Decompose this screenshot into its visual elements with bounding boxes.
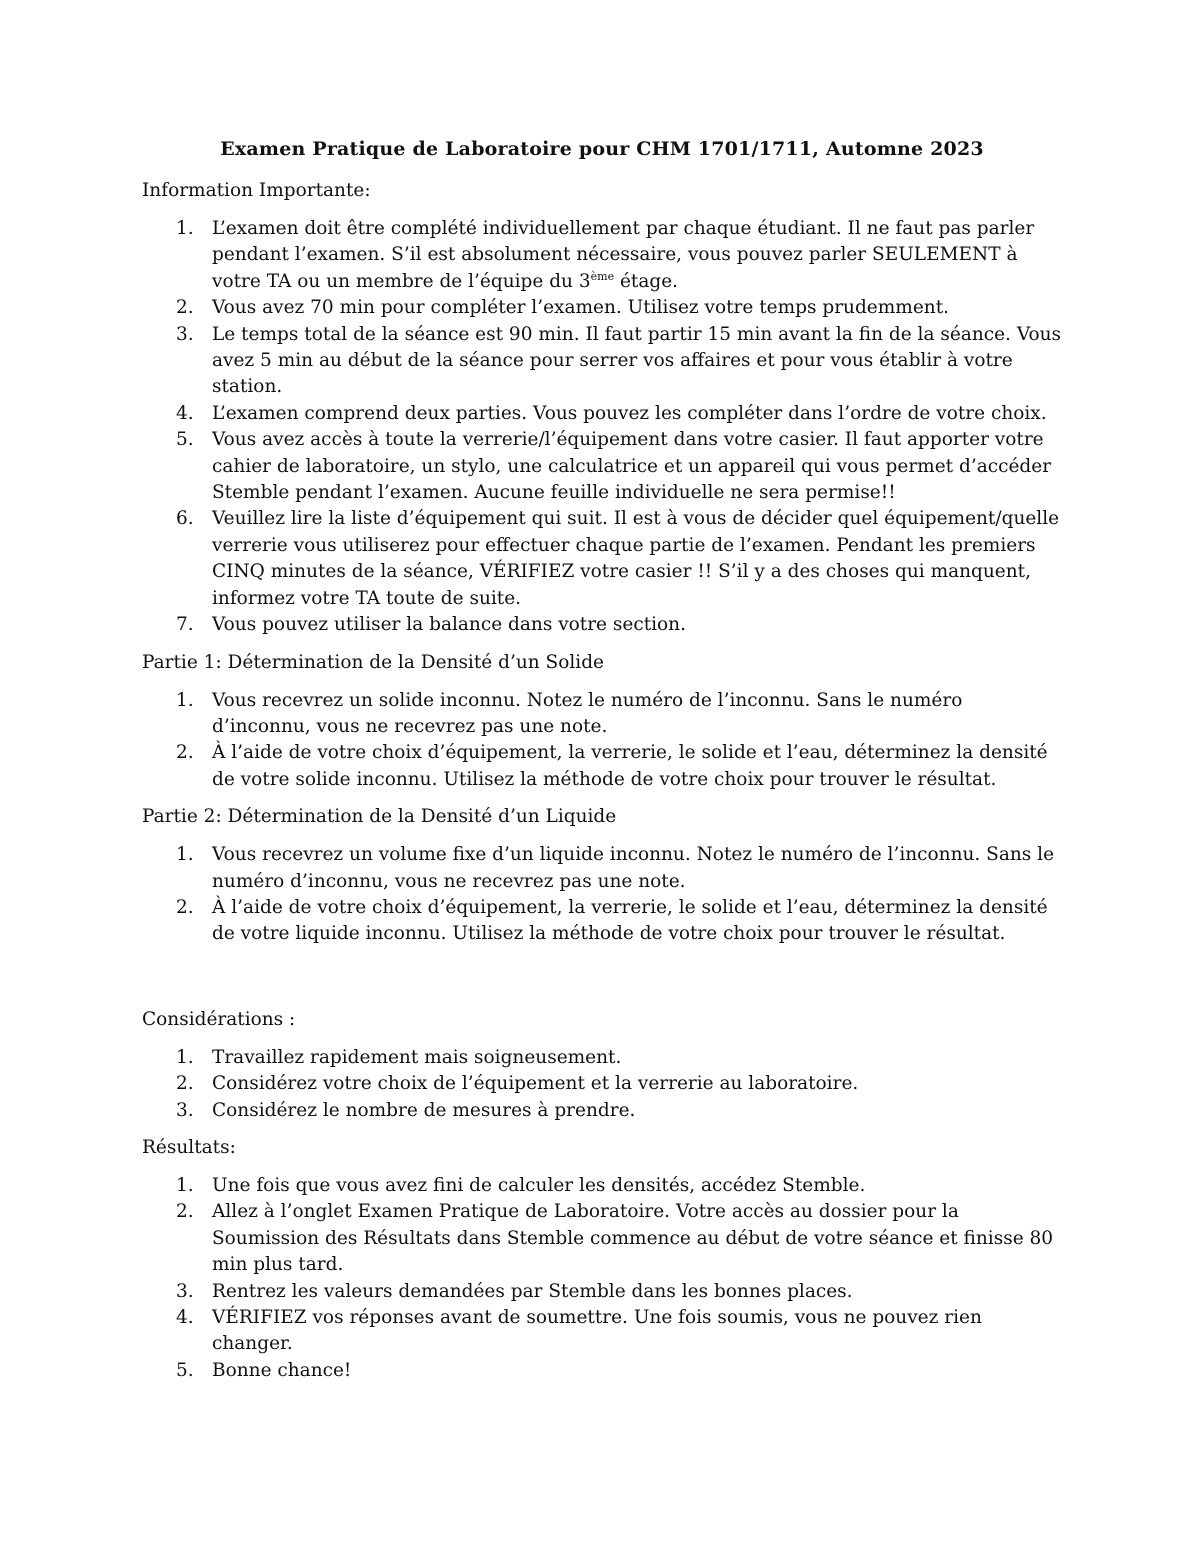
item-text: Vous avez accès à toute la verrerie/l’équipement dans votre casier. Il faut apporter votre cahier de laboratoire, un stylo, une calculatrice et un appareil qui vous permet d’accéder Stemble pendant l’examen. Aucune feuille individuelle ne sera permise!! [212,429,1052,504]
list-item [176,1279,1062,1305]
part2-heading: Partie 2: Détermination de la Densité d’un Liquide [142,806,617,828]
item-text: L’examen comprend deux parties. Vous pouvez les compléter dans l’ordre de votre choix. [212,402,1047,424]
item-text: Considérez le nombre de mesures à prendre. [212,1099,636,1121]
item-text: Travaillez rapidement mais soigneusement. [212,1046,622,1068]
superscript: ème [590,269,615,283]
list-item [176,688,1062,741]
list-item [176,1045,1062,1071]
list-item [176,1358,1062,1384]
list-item [176,740,1062,793]
item-number: 4. [176,1307,194,1328]
part2-list [142,842,1062,948]
item-text: Le temps total de la séance est 90 min. Il faut partir 15 min avant la fin de la séance. Vous avez 5 min au début de la séance pour serrer vos affaires et pour vous établir à votre station. [212,323,1062,398]
item-number: 7. [176,614,194,636]
item-number: 1. [176,689,194,711]
item-number: 2. [176,297,194,319]
item-text: Veuillez lire la liste d’équipement qui suit. Il est à vous de décider quel équipement/quelle verrerie vous utiliserez pour effectuer chaque partie de l’examen. Pendant les premiers CINQ minutes de la séance, VÉRIFIEZ votre casier !! S’il y a des choses qui manquent, informez votre TA toute de suite. [212,508,1060,609]
part1-heading: Partie 1: Détermination de la Densité d’un Solide [142,651,604,673]
list-item [176,1098,1062,1124]
part1-list [142,688,1062,794]
list-item [176,401,1062,427]
list-item [176,427,1062,506]
item-text: Une fois que vous avez fini de calculer les densités, accédez Stemble. [212,1174,866,1196]
info-heading: Information Importante: [142,180,371,201]
item-number: 2. [176,896,194,918]
list-item [176,216,1062,295]
item-number: 2. [176,1201,194,1223]
item-text: Allez à l’onglet Examen Pratique de Laboratoire. Votre accès au dossier pour la Soumission des Résultats dans Stemble commence au début de votre séance et finisse 80 min plus tard. [212,1201,1054,1276]
item-text: À l’aide de votre choix d’équipement, la verrerie, le solide et l’eau, déterminez la densité de votre solide inconnu. Utilisez la méthode de votre choix pour trouver le résultat. [212,742,1048,790]
item-text: VÉRIFIEZ vos réponses avant de soumettre. Une fois soumis, vous ne pouvez rien changer. [212,1307,982,1355]
info-list [142,216,1062,639]
item-text: L’examen doit être complété individuellement par chaque étudiant. Il ne faut pas parler pendant l’examen. S’il est absolument nécessaire, vous pouvez parler SEULEMENT à votre TA ou un membre de l’équipe du 3 [212,218,1035,292]
item-text: Vous recevrez un volume fixe d’un liquide inconnu. Notez le numéro de l’inconnu. Sans le numéro d’inconnu, vous ne recevrez pas une note. [212,844,1055,892]
item-number: 1. [176,218,194,239]
blank-line [142,961,1062,1009]
considerations-list [142,1045,1062,1124]
item-number: 2. [176,742,194,764]
list-item [176,1199,1062,1278]
document-title: Examen Pratique de Laboratoire pour CHM 1701/1711, Automne 2023 [220,138,984,160]
list-item [176,295,1062,321]
list-item [176,506,1062,612]
list-item [176,1173,1062,1199]
item-number: 3. [176,1280,194,1302]
results-list [142,1173,1062,1384]
item-number: 1. [176,1174,194,1196]
list-item [176,842,1062,895]
item-text: Vous avez 70 min pour compléter l’examen. Utilisez votre temps prudemment. [212,297,950,319]
item-text: Considérez votre choix de l’équipement et la verrerie au laboratoire. [212,1073,859,1095]
item-number: 4. [176,402,194,424]
results-heading: Résultats: [142,1136,236,1158]
item-number: 2. [176,1073,194,1095]
item-number: 1. [176,1046,194,1068]
item-text: Rentrez les valeurs demandées par Stemble dans les bonnes places. [212,1280,853,1302]
item-number: 5. [176,429,194,451]
list-item [176,1071,1062,1097]
item-number: 5. [176,1359,194,1381]
item-number: 1. [176,844,194,866]
list-item [176,1305,1062,1358]
list-item [176,612,1062,638]
item-text: étage. [614,270,679,292]
item-number: 3. [176,323,194,345]
item-text: Vous recevrez un solide inconnu. Notez le numéro de l’inconnu. Sans le numéro d’inconnu, vous ne recevrez pas une note. [212,689,963,737]
item-number: 3. [176,1099,194,1121]
item-text: À l’aide de votre choix d’équipement, la verrerie, le solide et l’eau, déterminez la densité de votre liquide inconnu. Utilisez la méthode de votre choix pour trouver le résultat. [212,896,1048,945]
list-item [176,322,1062,401]
considerations-heading: Considérations : [142,1008,296,1030]
list-item [176,895,1062,948]
item-text: Vous pouvez utiliser la balance dans votre section. [212,614,686,636]
item-text: Bonne chance! [212,1359,352,1381]
item-number: 6. [176,508,194,530]
